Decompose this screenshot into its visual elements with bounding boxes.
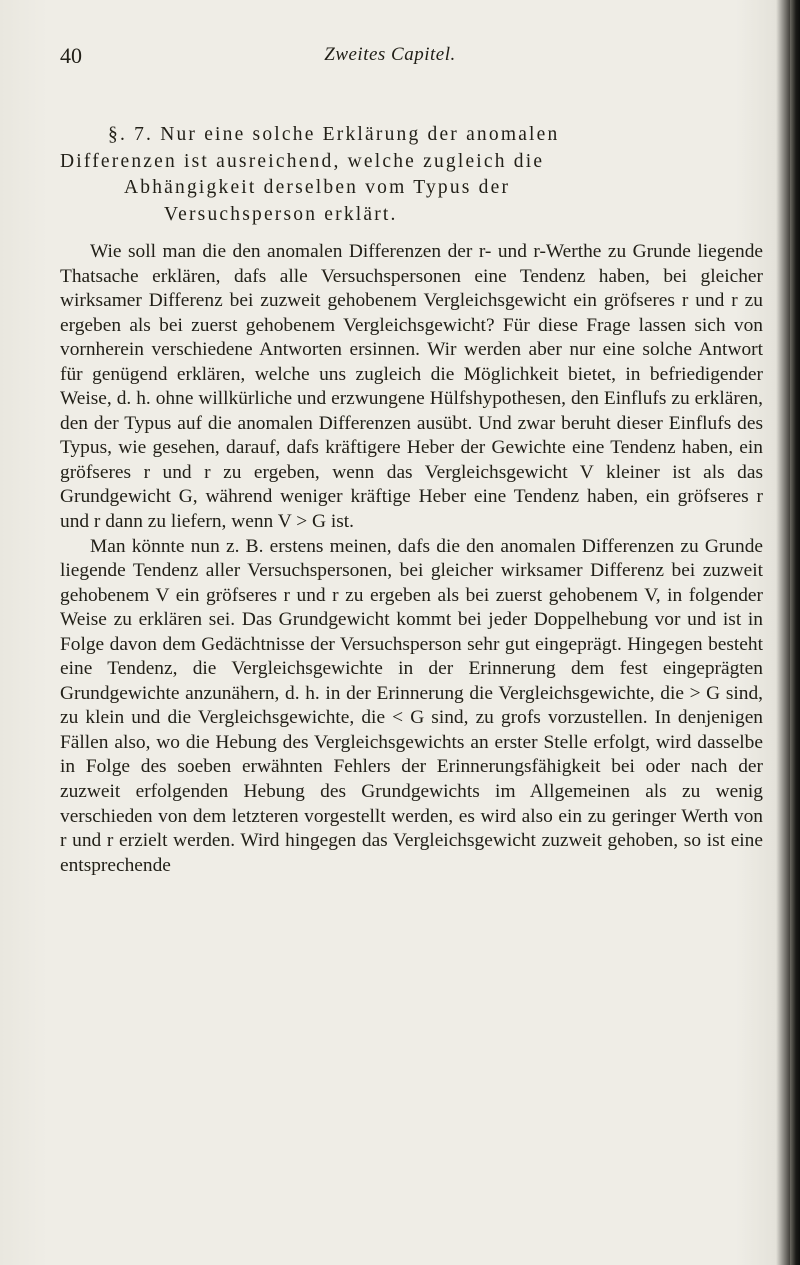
page-number: 40 [60, 43, 82, 68]
section-heading-line: Versuchsperson erklärt. [164, 203, 398, 225]
chapter-title: Zweites Capitel. [324, 44, 456, 65]
section-heading-line: §. 7. Nur eine solche Erklärung der anomalen [108, 124, 560, 145]
paragraph: Wie soll man die den anomalen Differenzen der r- und r-Werthe zu Grunde liegende Thatsache erklären, dafs alle Versuchspersonen eine Tendenz haben, bei gleicher wirksamer Differenz bei zuzweit gehobenem Vergleichsgewicht ein gröfseres r und r zu ergeben als bei zuerst gehobenem Vergleichsgewicht? Für diese Frage lassen sich von vornherein verschiedene Antworten ersinnen. Wir werden aber nur eine solche Antwort für genügend erklären, welche uns zugleich die Möglichkeit bietet, in befriedigender Weise, d. h. ohne willkürliche und erzwungene Hülfshypothesen, den Einflufs zu erklären, den der Typus auf die anomalen Differenzen ausübt. Und zwar beruht dieser Einflufs des Typus, wie gesehen, darauf, dafs kräftigere Heber der Gewichte eine Tendenz haben, ein gröfseres r und r zu ergeben, wenn das Vergleichsgewicht V kleiner ist als das Grundgewicht G, während weniger kräftige Heber eine Tendenz haben, ein gröfseres r und r dann zu liefern, wenn V > G ist. [60, 241, 763, 533]
section-heading [60, 122, 760, 228]
section-heading-line: Differenzen ist ausreichend, welche zugleich die [60, 150, 545, 172]
paragraph: Man könnte nun z. B. erstens meinen, dafs die den anomalen Differenzen zu Grunde liegende Tendenz aller Versuchspersonen, bei gleicher wirksamer Differenz bei zuzweit gehobenem V ein gröfseres r und r zu ergeben als bei zuerst gehobenem V, in folgender Weise zu erklären sei. Das Grundgewicht kommt bei jeder Doppelhebung vor und ist in Folge davon dem Gedächtnisse der Versuchsperson sehr gut eingeprägt. Hingegen besteht eine Tendenz, die Vergleichsgewichte in der Erinnerung dem fest eingeprägten Grundgewichte anzunähern, d. h. in der Erinnerung die Vergleichsgewichte, die > G sind, zu klein und die Vergleichsgewichte, die < G sind, zu grofs vorzustellen. In denjenigen Fällen also, wo die Hebung des Vergleichsgewichts an erster Stelle erfolgt, wird dasselbe in Folge des soeben erwähnten Fehlers der Erinnerungsfähigkeit bei oder nach der zuzweit erfolgenden Hebung des Grundgewichts im Allgemeinen als zu wenig verschieden von dem letzteren vorgestellt werden, es wird also ein zu geringer Werth von r und r erzielt werden. Wird hingegen das Vergleichsgewicht zuzweit gehoben, so ist eine entsprechende [60, 535, 763, 876]
running-head [0, 43, 800, 73]
body-text [60, 240, 763, 878]
page-edge-shadow [790, 0, 800, 1265]
section-heading-line: Abhängigkeit derselben vom Typus der [124, 177, 511, 198]
